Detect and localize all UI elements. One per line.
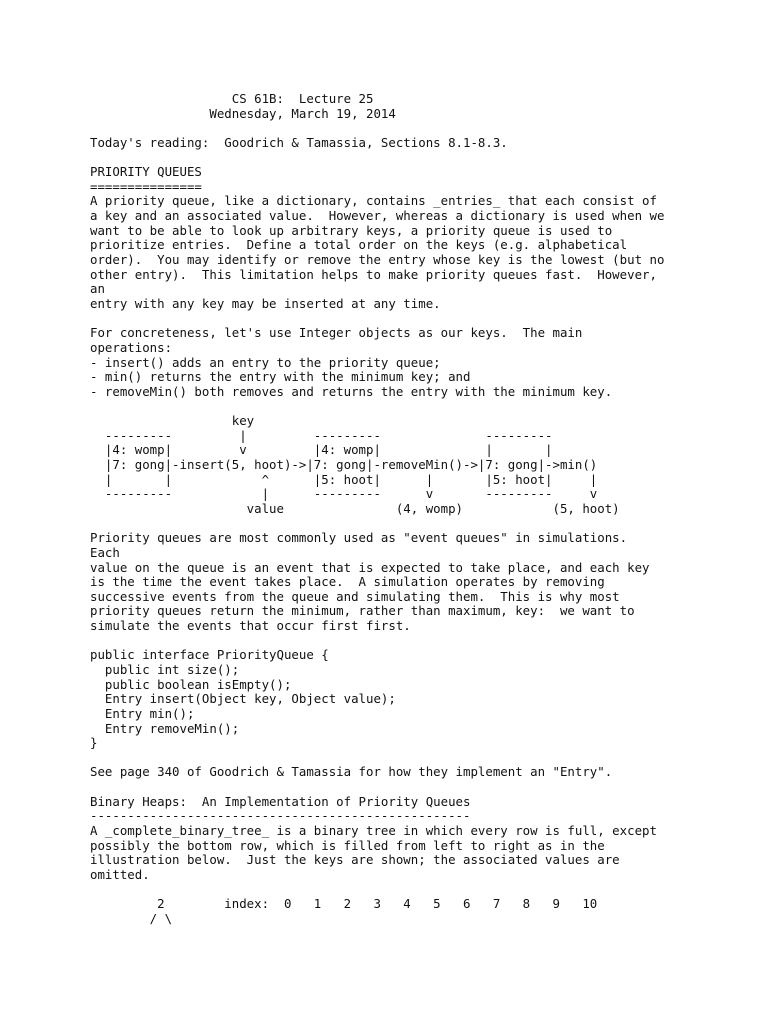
text-line — [90, 399, 760, 414]
text-line: illustration below. Just the keys are shown; the associated values are — [90, 852, 620, 868]
text-line — [90, 121, 760, 136]
text-line: a key and an associated value. However, whereas a dictionary is used when we — [90, 208, 665, 224]
text-line: Each — [90, 544, 120, 560]
text-line: |4: womp| v |4: womp| | | — [90, 442, 553, 458]
text-line: / \ — [90, 910, 173, 926]
text-line: is the time the event takes place. A simulation operates by removing — [90, 574, 605, 590]
text-line: Entry min(); — [90, 705, 195, 721]
text-line: --------- | --------- v --------- v — [90, 486, 598, 502]
text-line: order). You may identify or remove the entry whose key is the lowest (but no — [90, 252, 665, 268]
text-line — [90, 312, 760, 327]
text-line: |7: gong|-insert(5, hoot)->|7: gong|-removeMin()->|7: gong|->min() — [90, 457, 598, 473]
text-line: --------------------------------------------------- — [90, 808, 471, 824]
text-line: See page 340 of Goodrich & Tamassia for how they implement an "Entry". — [90, 764, 613, 780]
text-line: other entry). This limitation helps to make priority queues fast. However, — [90, 266, 657, 282]
document-page — [90, 92, 760, 927]
text-line: Priority queues are most commonly used as "event queues" in simulations. — [90, 530, 628, 546]
text-line: Entry removeMin(); — [90, 720, 240, 736]
text-line: omitted. — [90, 866, 150, 882]
text-line: Binary Heaps: An Implementation of Priority Queues — [90, 793, 471, 809]
text-line: key — [90, 413, 255, 429]
text-line: possibly the bottom row, which is filled from left to right as in the — [90, 837, 605, 853]
text-line — [90, 151, 760, 166]
text-line: Today's reading: Goodrich & Tamassia, Sections 8.1-8.3. — [90, 134, 508, 150]
text-line: successive events from the queue and simulating them. This is why most — [90, 588, 620, 604]
text-line: 2 index: 0 1 2 3 4 5 6 7 8 9 10 — [90, 896, 598, 912]
text-line: - min() returns the entry with the minimum key; and — [90, 369, 471, 385]
text-line: PRIORITY QUEUES — [90, 164, 202, 180]
text-line: | | ^ |5: hoot| | |5: hoot| | — [90, 471, 598, 487]
text-line: public interface PriorityQueue { — [90, 647, 329, 663]
text-line: entry with any key may be inserted at any time. — [90, 295, 441, 311]
text-line: For concreteness, let's use Integer objects as our keys. The main — [90, 325, 583, 341]
text-line — [90, 883, 760, 898]
text-line: simulate the events that occur first first. — [90, 618, 411, 634]
text-line — [90, 517, 760, 532]
text-line: want to be able to look up arbitrary keys, a priority queue is used to — [90, 222, 613, 238]
text-line: A _complete_binary_tree_ is a binary tree in which every row is full, except — [90, 823, 657, 839]
text-line — [90, 780, 760, 795]
text-line: - insert() adds an entry to the priority queue; — [90, 354, 441, 370]
text-line: CS 61B: Lecture 25 — [90, 91, 374, 106]
text-line: A priority queue, like a dictionary, contains _entries_ that each consist of — [90, 193, 657, 209]
text-line: Entry insert(Object key, Object value); — [90, 691, 396, 707]
text-line: --------- | --------- --------- — [90, 427, 553, 443]
text-line: priority queues return the minimum, rather than maximum, key: we want to — [90, 603, 635, 619]
text-line: Wednesday, March 19, 2014 — [90, 105, 396, 121]
text-line — [90, 634, 760, 649]
text-line: =============== — [90, 178, 202, 194]
text-line: value (4, womp) (5, hoot) — [90, 500, 620, 516]
text-line: an — [90, 281, 105, 297]
text-line: } — [90, 735, 98, 751]
text-line: operations: — [90, 339, 173, 355]
text-line: public boolean isEmpty(); — [90, 676, 292, 692]
text-line: value on the queue is an event that is expected to take place, and each key — [90, 559, 650, 575]
text-line: - removeMin() both removes and returns the entry with the minimum key. — [90, 383, 613, 399]
text-line — [90, 751, 760, 766]
text-line: prioritize entries. Define a total order on the keys (e.g. alphabetical — [90, 237, 628, 253]
text-line: public int size(); — [90, 661, 240, 677]
